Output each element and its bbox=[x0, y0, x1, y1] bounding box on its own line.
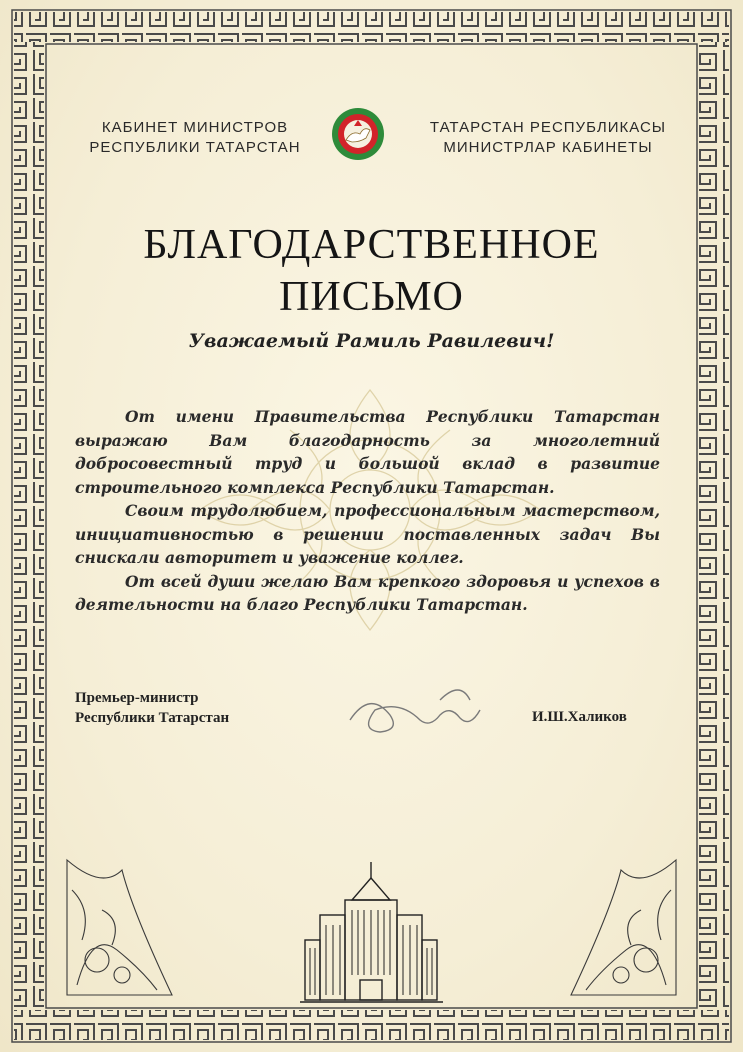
body-paragraph-1: От имени Правительства Республики Татарстан выражаю Вам благодарность за многолетний добросовестный труд и большой вклад в развитие строительного комплекса Республики Татарстан. bbox=[75, 407, 660, 497]
corner-ornament-right bbox=[561, 850, 681, 1000]
letter-body bbox=[75, 405, 660, 617]
tatarstan-emblem-icon bbox=[330, 104, 386, 164]
document-title-line1: БЛАГОДАРСТВЕННОЕ bbox=[143, 222, 600, 268]
government-building-icon bbox=[300, 860, 443, 1010]
org-left-line1: КАБИНЕТ МИНИСТРОВ bbox=[101, 119, 289, 136]
greeting: Уважаемый Рамиль Равилевич! bbox=[188, 330, 555, 352]
signatory-name: И.Ш.Халиков bbox=[532, 709, 627, 725]
body-paragraph-3: От всей души желаю Вам крепкого здоровья и успехов в деятельности на благо Республики Татарстан. bbox=[75, 571, 660, 614]
org-right-line1: ТАТАРСТАН РЕСПУБЛИКАСЫ bbox=[429, 119, 667, 136]
body-paragraph-2: Своим трудолюбием, профессиональным мастерством, инициативностью в решении поставленных задач Вы снискали авторитет и уважение коллег. bbox=[75, 501, 660, 567]
document-title-line2: ПИСЬМО bbox=[279, 274, 464, 320]
position-line1: Премьер-министр bbox=[75, 690, 199, 706]
corner-ornament-left bbox=[62, 850, 182, 1000]
org-right-line2: МИНИСТРЛАР КАБИНЕТЫ bbox=[443, 139, 653, 156]
org-name-russian bbox=[70, 118, 320, 158]
header bbox=[60, 110, 683, 170]
org-name-tatar bbox=[423, 118, 673, 158]
position-line2: Республики Татарстан bbox=[75, 710, 230, 726]
signatory-position bbox=[75, 688, 229, 728]
handwritten-signature bbox=[330, 670, 490, 750]
org-left-line2: РЕСПУБЛИКИ ТАТАРСТАН bbox=[89, 139, 301, 156]
